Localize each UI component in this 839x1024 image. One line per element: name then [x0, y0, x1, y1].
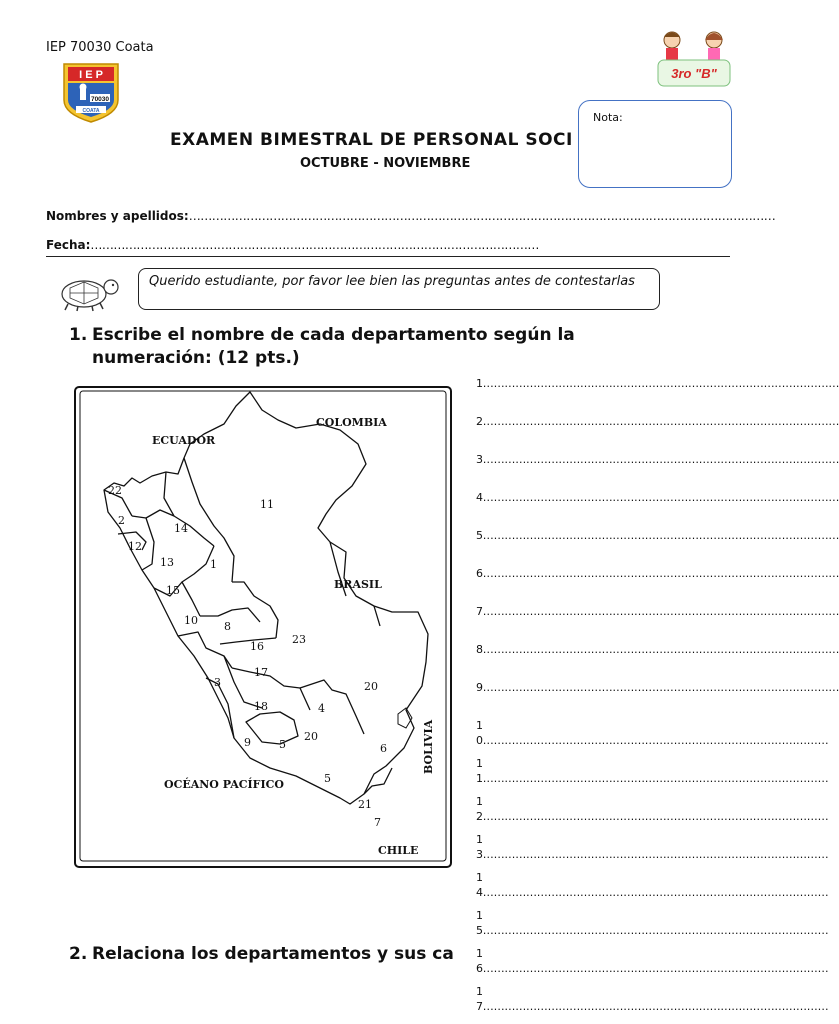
name-field[interactable]	[46, 209, 775, 223]
instruction-bubble	[138, 268, 660, 310]
grade-box[interactable]	[578, 100, 732, 188]
answer-line[interactable]: 16……………………………………………………………………………………	[476, 947, 829, 975]
answer-line[interactable]: 12……………………………………………………………………………………	[476, 795, 829, 823]
question-1	[69, 324, 629, 372]
exam-subtitle: OCTUBRE - NOVIEMBRE	[300, 156, 471, 171]
question-2-text: Relaciona los departamentos y sus ca	[92, 944, 454, 964]
answer-line[interactable]: 13……………………………………………………………………………………	[476, 833, 829, 861]
dept-number: 1	[210, 558, 217, 571]
answer-line[interactable]: 8………………………………………………………………………………………	[476, 643, 839, 656]
dept-number: 22	[108, 484, 122, 497]
date-blank[interactable]: ………………………………………………………………………………………………………	[90, 238, 539, 252]
dept-number: 23	[292, 633, 306, 646]
answer-line[interactable]: 4………………………………………………………………………………………	[476, 491, 839, 504]
answer-line[interactable]: 1………………………………………………………………………………………	[476, 377, 839, 390]
answer-line[interactable]: 9………………………………………………………………………………………	[476, 681, 839, 694]
exam-title: EXAMEN BIMESTRAL DE PERSONAL SOCI	[170, 130, 573, 150]
grade-label: Nota:	[593, 111, 623, 124]
answer-line[interactable]: 7………………………………………………………………………………………	[476, 605, 839, 618]
question-2-number: 2.	[69, 944, 88, 964]
dept-number: 7	[374, 816, 381, 829]
map-label-ecuador: ECUADOR	[152, 434, 216, 447]
dept-number: 5	[279, 738, 286, 751]
dept-number: 18	[254, 700, 268, 713]
dept-number: 3	[214, 676, 221, 689]
dept-number: 13	[160, 556, 174, 569]
map-label-brasil: BRASIL	[334, 578, 382, 591]
instruction-text: Querido estudiante, por favor lee bien las preguntas antes de contestarlas	[149, 274, 635, 289]
map-label-ocean: OCÉANO PACÍFICO	[164, 778, 284, 791]
dept-number: 4	[318, 702, 325, 715]
dept-number: 14	[174, 522, 188, 535]
answer-line[interactable]: 11……………………………………………………………………………………	[476, 757, 829, 785]
logo-text-top: I E P	[79, 69, 103, 81]
date-field[interactable]	[46, 238, 539, 252]
map-label-chile: CHILE	[378, 844, 419, 857]
date-label: Fecha:	[46, 238, 91, 252]
dept-number: 16	[250, 640, 264, 653]
dept-number: 15	[166, 584, 180, 597]
class-badge: 3ro "B"	[671, 66, 717, 81]
school-logo	[60, 62, 122, 124]
map-label-colombia: COLOMBIA	[316, 416, 387, 429]
logo-text-bottom: COATA	[82, 108, 100, 114]
answer-line[interactable]: 5………………………………………………………………………………………	[476, 529, 839, 542]
dept-number: 8	[224, 620, 231, 633]
question-1-text: Escribe el nombre de cada departamento según la numeración: (12 pts.)	[92, 325, 575, 368]
dept-number: 12	[128, 540, 142, 553]
dept-number: 9	[244, 736, 251, 749]
answer-line[interactable]: 6………………………………………………………………………………………	[476, 567, 839, 580]
dept-number: 6	[380, 742, 387, 755]
dept-number: 20	[364, 680, 378, 693]
answer-line[interactable]: 2………………………………………………………………………………………	[476, 415, 839, 428]
name-label: Nombres y apellidos:	[46, 209, 189, 223]
dept-number: 11	[260, 498, 274, 511]
map-label-bolivia: BOLIVIA	[422, 719, 435, 774]
logo-number: 70030	[90, 96, 110, 103]
question-1-number: 1.	[69, 325, 88, 345]
turtle-icon	[56, 272, 122, 312]
dept-number: 17	[254, 666, 268, 679]
answer-list	[476, 376, 839, 1022]
dept-number: 20	[304, 730, 318, 743]
dept-number: 2	[118, 514, 125, 527]
answer-line[interactable]: 17……………………………………………………………………………………	[476, 985, 829, 1013]
answer-line[interactable]: 3………………………………………………………………………………………	[476, 453, 839, 466]
kids-clipart	[652, 28, 736, 96]
answer-line[interactable]: 14……………………………………………………………………………………	[476, 871, 829, 899]
peru-map	[74, 386, 452, 868]
answer-line[interactable]: 10……………………………………………………………………………………	[476, 719, 829, 747]
dept-number: 10	[184, 614, 198, 627]
school-name: IEP 70030 Coata	[46, 40, 154, 55]
name-blank[interactable]: ………………………………………………………………………………………………………………………………………	[188, 209, 776, 223]
answer-line[interactable]: 15……………………………………………………………………………………	[476, 909, 829, 937]
dept-number: 5	[324, 772, 331, 785]
divider-line	[46, 256, 730, 257]
dept-number: 21	[358, 798, 372, 811]
question-2	[69, 943, 469, 967]
